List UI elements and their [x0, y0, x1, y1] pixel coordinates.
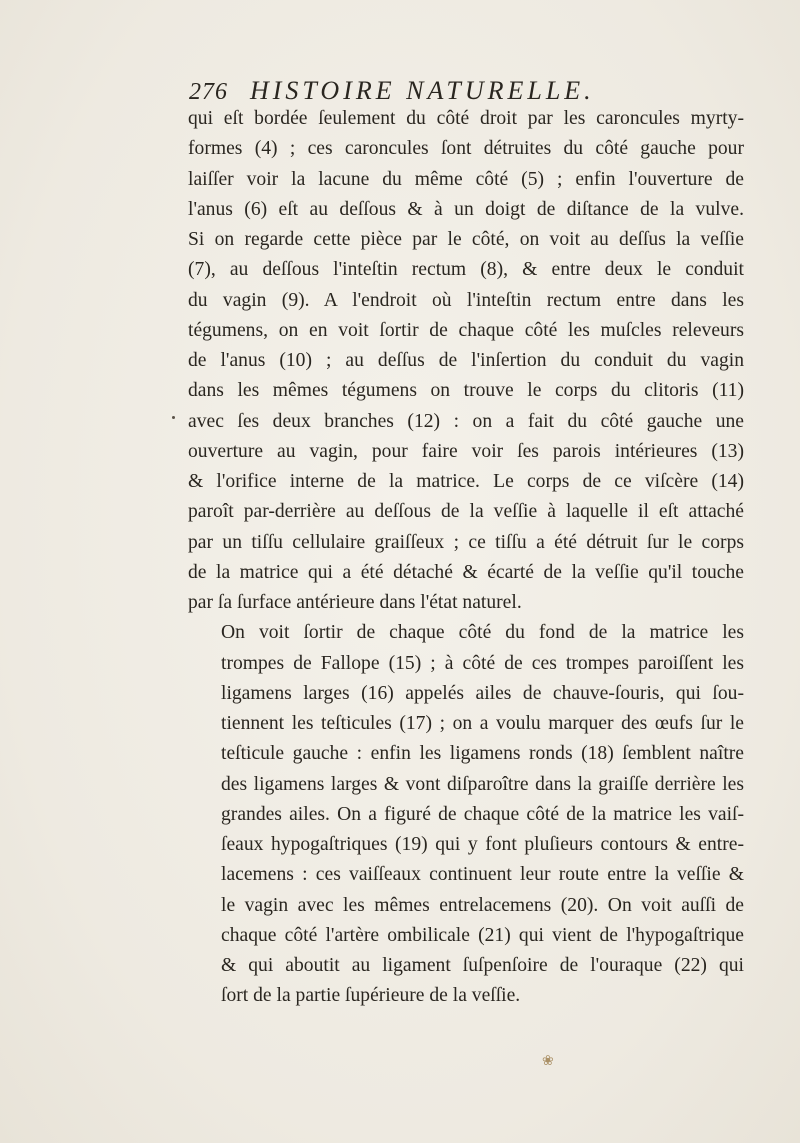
running-title: HISTOIRE NATURELLE.	[250, 76, 595, 105]
text-line: par un tiſſu cellulaire graiſſeux ; ce tiſſu a été détruit ſur le corps	[188, 531, 744, 553]
text-line: trompes de Fallope (15) ; à côté de ces trompes paroiſſent les	[221, 652, 744, 674]
ornament-mark: ❀	[542, 1054, 554, 1069]
text-line: teſticule gauche : enfin les ligamens ronds (18) ſemblent naître	[221, 743, 744, 765]
text-line: formes (4) ; ces caroncules ſont détruites du côté gauche pour	[188, 138, 744, 160]
text-line: qui eſt bordée ſeulement du côté droit par les caroncules myrty-	[188, 108, 744, 129]
text-line: du vagin (9). A l'endroit où l'inteſtin rectum entre dans les	[188, 289, 744, 311]
paragraph	[188, 618, 744, 1011]
text-line: laiſſer voir la lacune du même côté (5) ; enfin l'ouverture de	[188, 168, 744, 190]
paragraph	[188, 104, 744, 618]
text-line: avec ſes deux branches (12) : on a fait du côté gauche une	[188, 410, 744, 432]
text-line: le vagin avec les mêmes entrelacemens (20). On voit auſſi de	[221, 894, 744, 916]
text-line: tégumens, on en voit ſortir de chaque côté les muſcles releveurs	[188, 319, 744, 341]
text-line: de la matrice qui a été détaché & écarté de la veſſie qu'il touche	[188, 561, 744, 583]
margin-mark	[172, 416, 175, 419]
text-line: & qui aboutit au ligament ſuſpenſoire de l'ouraque (22) qui	[221, 955, 744, 976]
text-line: dans les mêmes tégumens on trouve le corps du clitoris (11)	[188, 380, 744, 402]
text-line: lacemens : ces vaiſſeaux continuent leur route entre la veſſie &	[221, 864, 744, 886]
text-line: chaque côté l'artère ombilicale (21) qui vient de l'hypogaſtrique	[221, 924, 744, 946]
running-head	[189, 76, 749, 106]
text-line: des ligamens larges & vont diſparoître dans la graiſſe derrière les	[221, 773, 744, 795]
text-line: l'anus (6) eſt au deſſous & à un doigt de diſtance de la vulve.	[188, 198, 744, 220]
text-line: de l'anus (10) ; au deſſus de l'inſertion du conduit du vagin	[188, 350, 744, 371]
text-line: tiennent les teſticules (17) ; on a voulu marquer des œufs ſur le	[221, 713, 744, 734]
text-line: ligamens larges (16) appelés ailes de chauve-ſouris, qui ſou-	[221, 682, 744, 704]
page-number: 276	[189, 79, 228, 105]
text-line: paroît par-derrière au deſſous de la veſſie à laquelle il eſt attaché	[188, 501, 744, 523]
text-line: par ſa ſurface antérieure dans l'état naturel.	[188, 592, 522, 613]
text-line: ſeaux hypogaſtriques (19) qui y font pluſieurs contours & entre-	[221, 834, 744, 855]
text-line: ſort de la partie ſupérieure de la veſſie.	[221, 985, 521, 1007]
text-line: grandes ailes. On a figuré de chaque côté de la matrice les vaiſ-	[221, 803, 744, 825]
text-line: Si on regarde cette pièce par le côté, on voit au deſſus la veſſie	[188, 229, 744, 250]
body-text	[188, 104, 744, 1012]
text-line: & l'orifice interne de la matrice. Le corps de ce viſcère (14)	[188, 471, 744, 492]
text-line: On voit ſortir de chaque côté du fond de la matrice les	[221, 622, 744, 644]
text-line: ouverture au vagin, pour faire voir ſes parois intérieures (13)	[188, 440, 744, 462]
text-line: (7), au deſſous l'inteſtin rectum (8), & entre deux le conduit	[188, 259, 744, 281]
